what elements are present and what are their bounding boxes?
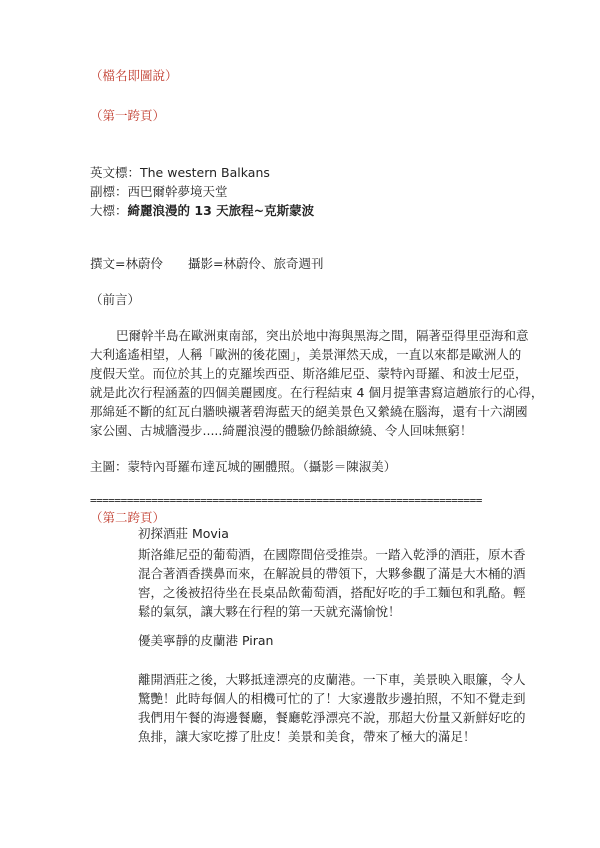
- section-line: 離開酒莊之後，大夥抵達漂亮的皮蘭港。一下車，美景映入眼簾，令人: [138, 672, 526, 687]
- spread-two-note: （第二跨頁）: [90, 510, 166, 525]
- section-line: 我們用午餐的海邊餐廳，餐廳乾淨漂亮不說，那超大份量又新鮮好吃的: [138, 710, 526, 725]
- preface-label: （前言）: [90, 292, 141, 307]
- preface-line: 家公園、古城牆漫步.....綺麗浪漫的體驗仍餘韻繚繞、令人回味無窮！: [90, 423, 473, 438]
- preface-line: 那綿延不斷的紅瓦白牆映襯著碧海藍天的絕美景色又縈繞在腦海，還有十六湖國: [90, 404, 528, 419]
- preface-line: 度假天堂。而位於其上的克羅埃西亞、斯洛維尼亞、蒙特內哥羅、和波士尼亞，: [90, 366, 528, 381]
- photo-credit: 攝影=林蔚伶、旅奇週刊: [188, 256, 324, 271]
- section-line: 鬆的氣氛，讓大夥在行程的第一天就充滿愉悅！: [138, 604, 401, 619]
- spread-one-note: （第一跨頁）: [90, 108, 166, 123]
- separator-line: ================================================================: [90, 495, 482, 507]
- writer-credit: 撰文=林蔚伶: [90, 256, 163, 271]
- preface-line: 巴爾幹半島在歐洲東南部，突出於地中海與黑海之間，隔著亞得里亞海和意: [116, 328, 529, 343]
- section-body-piran: [138, 670, 526, 746]
- main-photo-caption: 主圖：蒙特內哥羅布達瓦城的團體照。（攝影＝陳淑美）: [90, 459, 397, 474]
- preface-line: 就是此次行程涵蓋的四個美麗國度。在行程結束 4 個月提筆書寫這趟旅行的心得，: [90, 385, 544, 400]
- main-title-text: 綺麗浪漫的 13 天旅程~克斯蒙波: [127, 203, 315, 218]
- section-body-movia: [138, 545, 526, 621]
- subtitle: 副標：西巴爾幹夢境天堂: [90, 184, 228, 199]
- section-line: 斯洛維尼亞的葡萄酒，在國際間倍受推崇。一踏入乾淨的酒莊，原木香: [138, 547, 526, 562]
- main-title: [90, 203, 314, 219]
- section-line: 混合著酒香撲鼻而來，在解說員的帶領下，大夥參觀了滿是大木桶的酒: [138, 566, 526, 581]
- section-line: 魚排，讓大家吃撐了肚皮！美景和美食，帶來了極大的滿足！: [138, 729, 476, 744]
- section-title-piran: 優美寧靜的皮蘭港 Piran: [138, 633, 274, 648]
- caption-label-note: （檔名即圖說）: [90, 68, 178, 83]
- section-title-movia: 初探酒莊 Movia: [138, 526, 229, 541]
- section-line: 窖，之後被招待坐在長桌品飲葡萄酒，搭配好吃的手工麵包和乳酪。輕: [138, 585, 526, 600]
- main-title-prefix: 大標：: [90, 203, 128, 218]
- preface-paragraph: [90, 326, 543, 440]
- english-title: 英文標：The western Balkans: [90, 165, 270, 180]
- section-line: 驚艷！此時每個人的相機可忙的了！大家邊散步邊拍照，不知不覺走到: [138, 691, 526, 706]
- preface-line: 大利遙遙相望，人稱「歐洲的後花園」，美景渾然天成，一直以來都是歐洲人的: [90, 347, 522, 362]
